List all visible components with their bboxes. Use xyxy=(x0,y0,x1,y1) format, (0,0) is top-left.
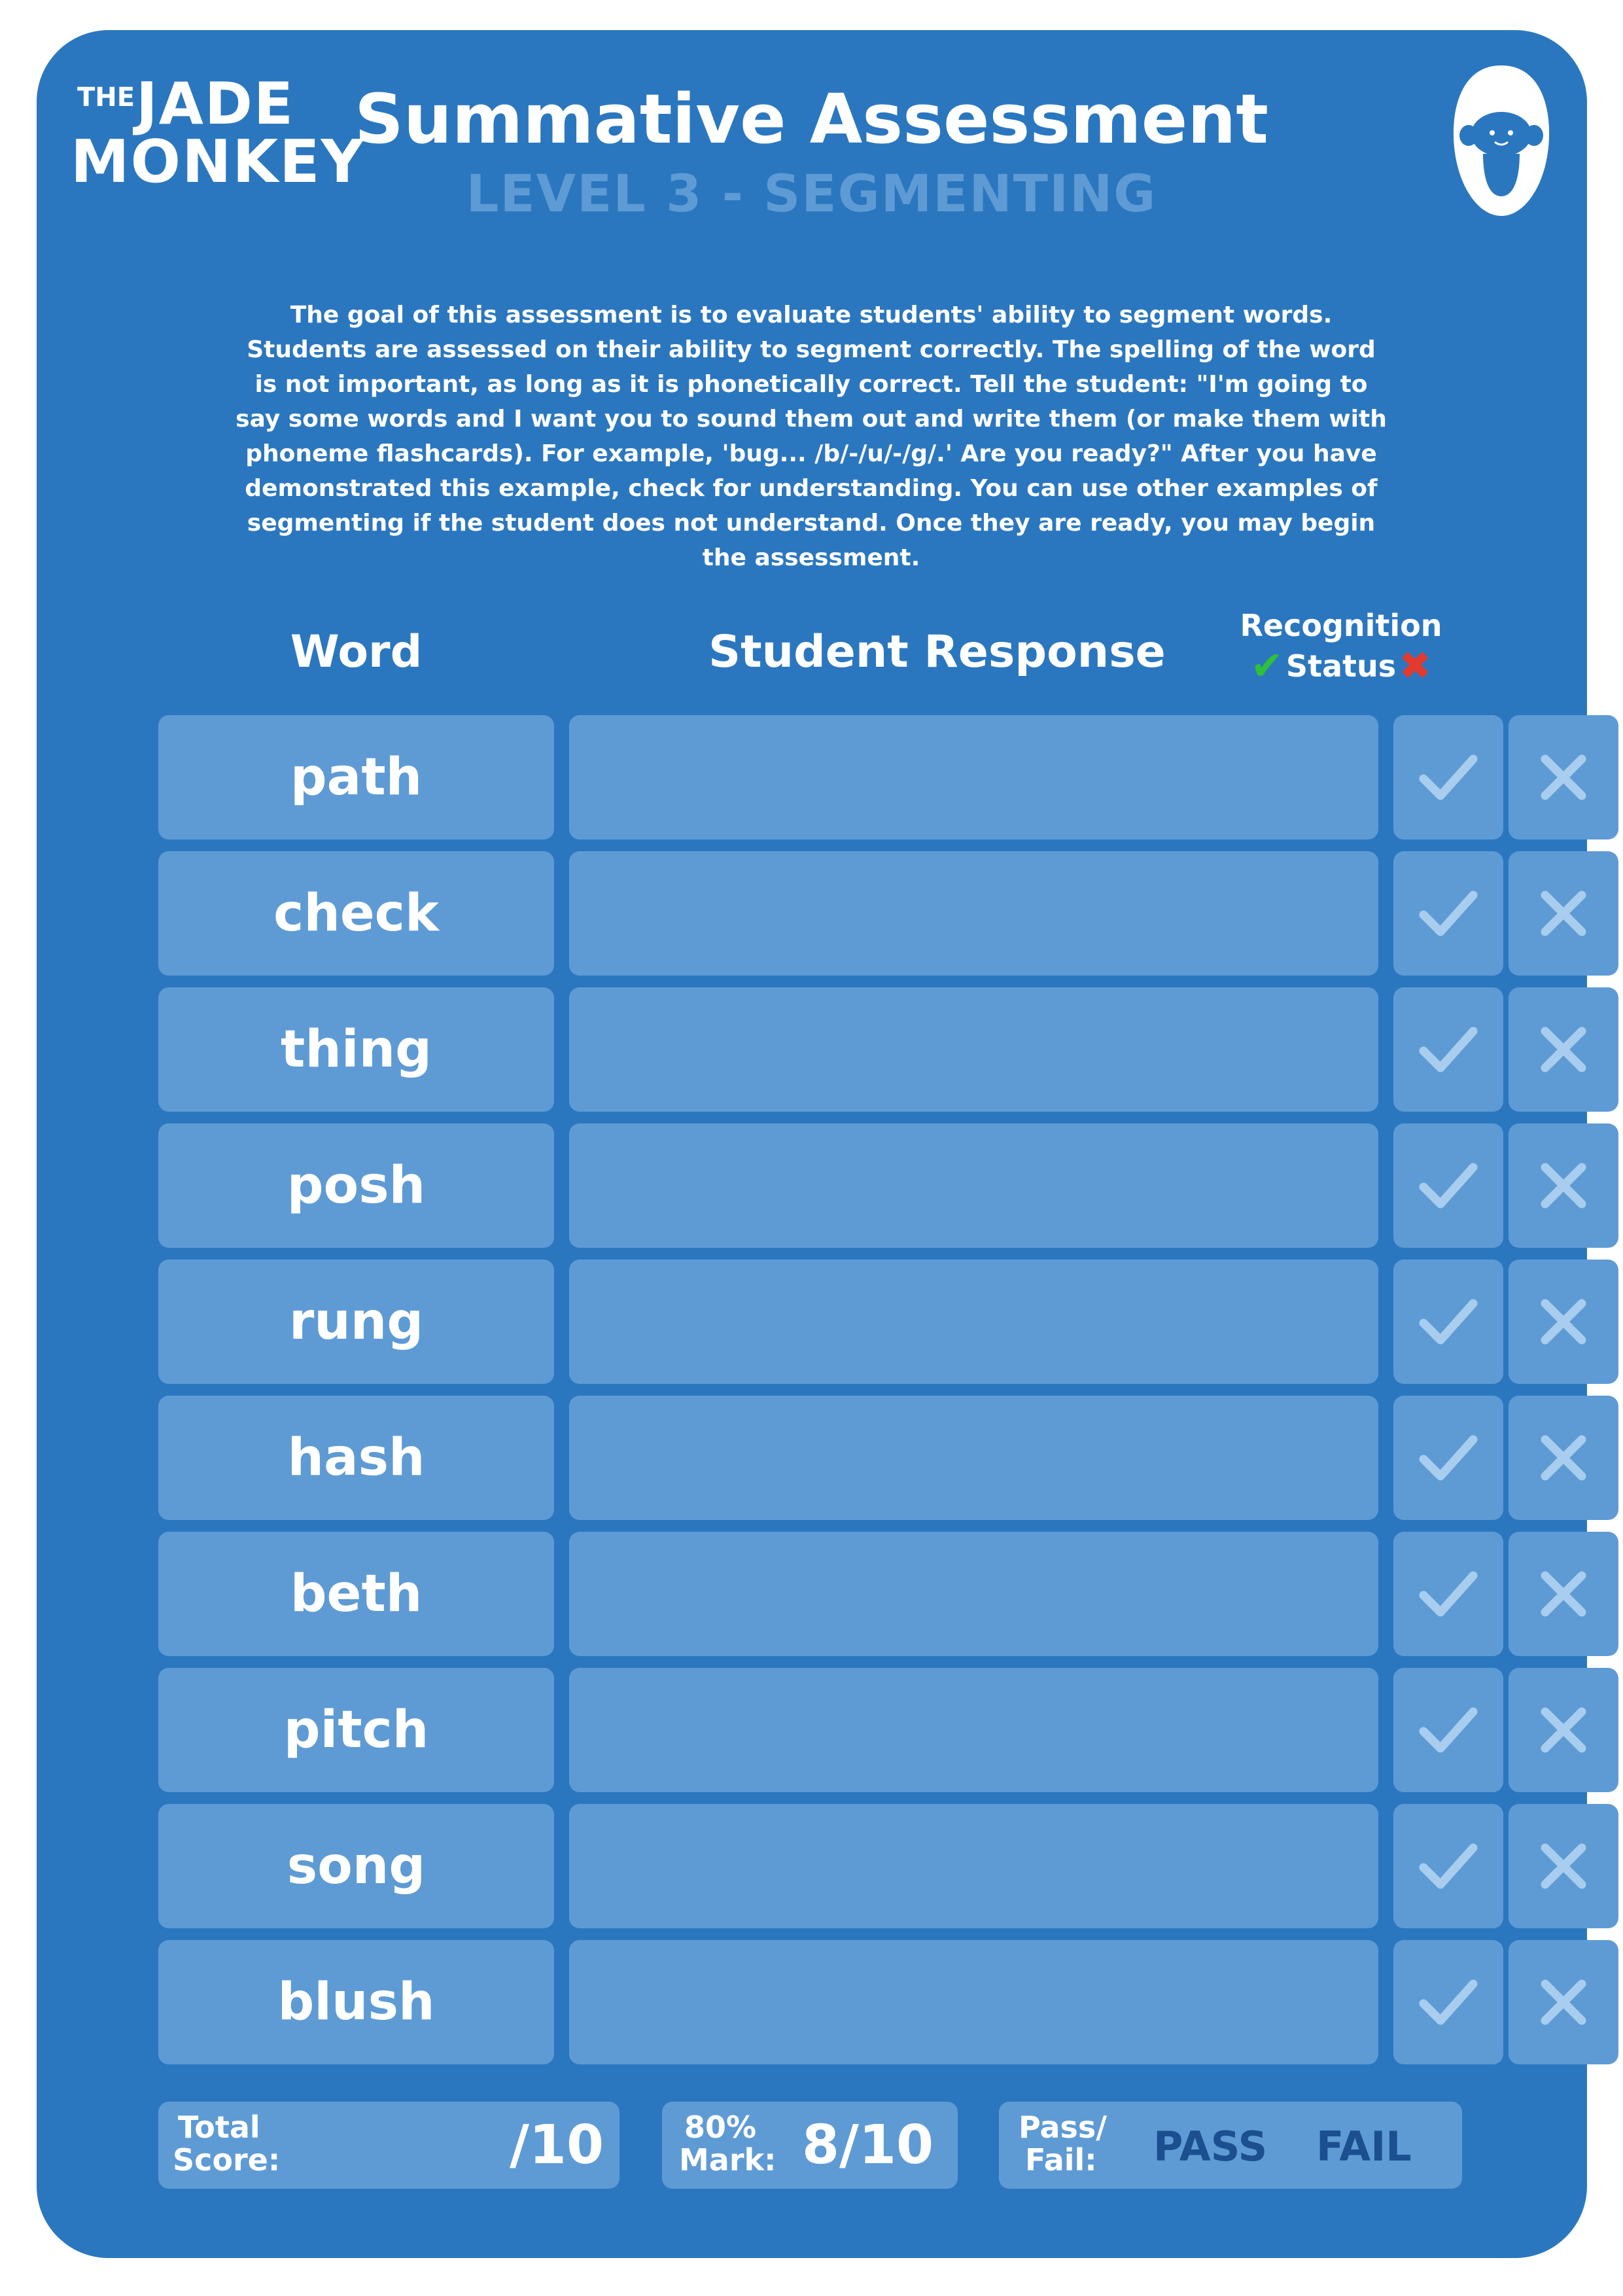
pass-fail-box xyxy=(999,2102,1462,2189)
correct-mark-box[interactable] xyxy=(1393,1396,1503,1520)
incorrect-mark-box[interactable] xyxy=(1509,987,1618,1112)
correct-mark-box[interactable] xyxy=(1393,1668,1503,1792)
check-icon xyxy=(1416,1969,1481,2035)
cross-icon xyxy=(1531,1697,1596,1763)
incorrect-mark-box[interactable] xyxy=(1509,1260,1618,1384)
pass-mark-value: 8/10 xyxy=(802,2114,934,2176)
correct-mark-box[interactable] xyxy=(1393,1123,1503,1248)
incorrect-mark-box[interactable] xyxy=(1509,1668,1618,1792)
cross-icon xyxy=(1531,1153,1596,1218)
check-icon xyxy=(1416,881,1481,946)
incorrect-mark-box[interactable] xyxy=(1509,1940,1618,2064)
table-row xyxy=(158,851,1467,976)
cross-icon xyxy=(1531,1969,1596,2035)
correct-mark-box[interactable] xyxy=(1393,1260,1503,1384)
table-row xyxy=(158,1804,1467,1928)
word-cell: check xyxy=(158,851,554,976)
pass-fail-label-1: Pass/ xyxy=(1019,2110,1108,2145)
check-icon xyxy=(1416,1153,1481,1218)
cross-icon xyxy=(1531,1017,1596,1082)
check-icon xyxy=(1416,745,1481,810)
page-subtitle: LEVEL 3 - SEGMENTING xyxy=(466,165,1157,224)
pass-mark-label-1: 80% xyxy=(684,2110,757,2145)
incorrect-mark-box[interactable] xyxy=(1509,1123,1618,1248)
cross-icon xyxy=(1531,745,1596,810)
incorrect-mark-box[interactable] xyxy=(1509,851,1618,976)
word-cell: song xyxy=(158,1804,554,1928)
logo-line-2: JADE xyxy=(136,70,295,137)
assessment-instructions: The goal of this assessment is to evaluate students' ability to segment words. Students are assessed on their ability to segment correctly. The spelling of the word is not important, as long as it is phonetically correct. Tell the student: "I'm going to say some words and I want you to sound them out and write them (or make them with phoneme flashcards). For example, 'bug... /b/-/u/-/g/.' Are you ready?" After you have demonstrated this example, check for understanding. You can use other examples of segmenting if the student does not understand. Once they are ready, you may begin the assessment. xyxy=(236,302,1387,571)
column-header-student-response: Student Response xyxy=(708,626,1166,678)
status-label: Status xyxy=(1285,648,1397,684)
table-row xyxy=(158,715,1467,839)
column-header-recognition-status xyxy=(1233,605,1449,689)
word-table xyxy=(158,715,1467,2076)
logo-line-3: MONKEY xyxy=(71,128,365,196)
word-cell: beth xyxy=(158,1532,554,1656)
total-score-label-2: Score: xyxy=(173,2142,281,2178)
page-title: Summative Assessment xyxy=(354,79,1269,159)
pass-mark-box xyxy=(662,2102,958,2189)
check-icon xyxy=(1416,1697,1481,1763)
cross-icon xyxy=(1531,1425,1596,1491)
word-cell: pitch xyxy=(158,1668,554,1792)
cross-icon xyxy=(1531,1289,1596,1354)
check-icon xyxy=(1416,1289,1481,1354)
check-icon xyxy=(1416,1561,1481,1627)
cross-icon xyxy=(1531,881,1596,946)
correct-mark-box[interactable] xyxy=(1393,851,1503,976)
pass-option[interactable]: PASS xyxy=(1153,2123,1268,2170)
correct-mark-box[interactable] xyxy=(1393,1940,1503,2064)
cross-icon xyxy=(1531,1561,1596,1627)
total-score-value: /10 xyxy=(509,2114,604,2176)
word-cell: path xyxy=(158,715,554,839)
green-check-icon: ✔ xyxy=(1250,643,1283,689)
total-score-box[interactable] xyxy=(158,2102,620,2189)
student-response-field[interactable] xyxy=(569,851,1378,976)
word-cell: thing xyxy=(158,987,554,1112)
student-response-field[interactable] xyxy=(569,987,1378,1112)
red-cross-icon: ✖ xyxy=(1399,643,1432,689)
pass-fail-label-2: Fail: xyxy=(1025,2142,1097,2178)
student-response-field[interactable] xyxy=(569,1260,1378,1384)
fail-option[interactable]: FAIL xyxy=(1316,2123,1412,2170)
check-icon xyxy=(1416,1017,1481,1082)
logo-line-1: THE xyxy=(77,82,135,113)
correct-mark-box[interactable] xyxy=(1393,1532,1503,1656)
student-response-field[interactable] xyxy=(569,1123,1378,1248)
student-response-field[interactable] xyxy=(569,1804,1378,1928)
recognition-label: Recognition xyxy=(1240,608,1442,643)
word-cell: blush xyxy=(158,1940,554,2064)
student-response-field[interactable] xyxy=(569,1396,1378,1520)
incorrect-mark-box[interactable] xyxy=(1509,1804,1618,1928)
incorrect-mark-box[interactable] xyxy=(1509,715,1618,839)
monkey-mascot-icon xyxy=(1449,62,1554,219)
table-row xyxy=(158,1940,1467,2064)
word-cell: hash xyxy=(158,1396,554,1520)
table-row xyxy=(158,1668,1467,1792)
pass-mark-label-2: Mark: xyxy=(679,2142,777,2178)
table-row xyxy=(158,1123,1467,1248)
column-header-word: Word xyxy=(290,626,423,678)
table-row xyxy=(158,1396,1467,1520)
correct-mark-box[interactable] xyxy=(1393,987,1503,1112)
word-cell: posh xyxy=(158,1123,554,1248)
table-row xyxy=(158,1532,1467,1656)
student-response-field[interactable] xyxy=(569,715,1378,839)
correct-mark-box[interactable] xyxy=(1393,1804,1503,1928)
word-cell: rung xyxy=(158,1260,554,1384)
total-score-label-1: Total xyxy=(178,2110,260,2145)
cross-icon xyxy=(1531,1833,1596,1899)
check-icon xyxy=(1416,1833,1481,1899)
correct-mark-box[interactable] xyxy=(1393,715,1503,839)
table-row xyxy=(158,987,1467,1112)
incorrect-mark-box[interactable] xyxy=(1509,1532,1618,1656)
student-response-field[interactable] xyxy=(569,1668,1378,1792)
student-response-field[interactable] xyxy=(569,1940,1378,2064)
table-row xyxy=(158,1260,1467,1384)
check-icon xyxy=(1416,1425,1481,1491)
student-response-field[interactable] xyxy=(569,1532,1378,1656)
incorrect-mark-box[interactable] xyxy=(1509,1396,1618,1520)
